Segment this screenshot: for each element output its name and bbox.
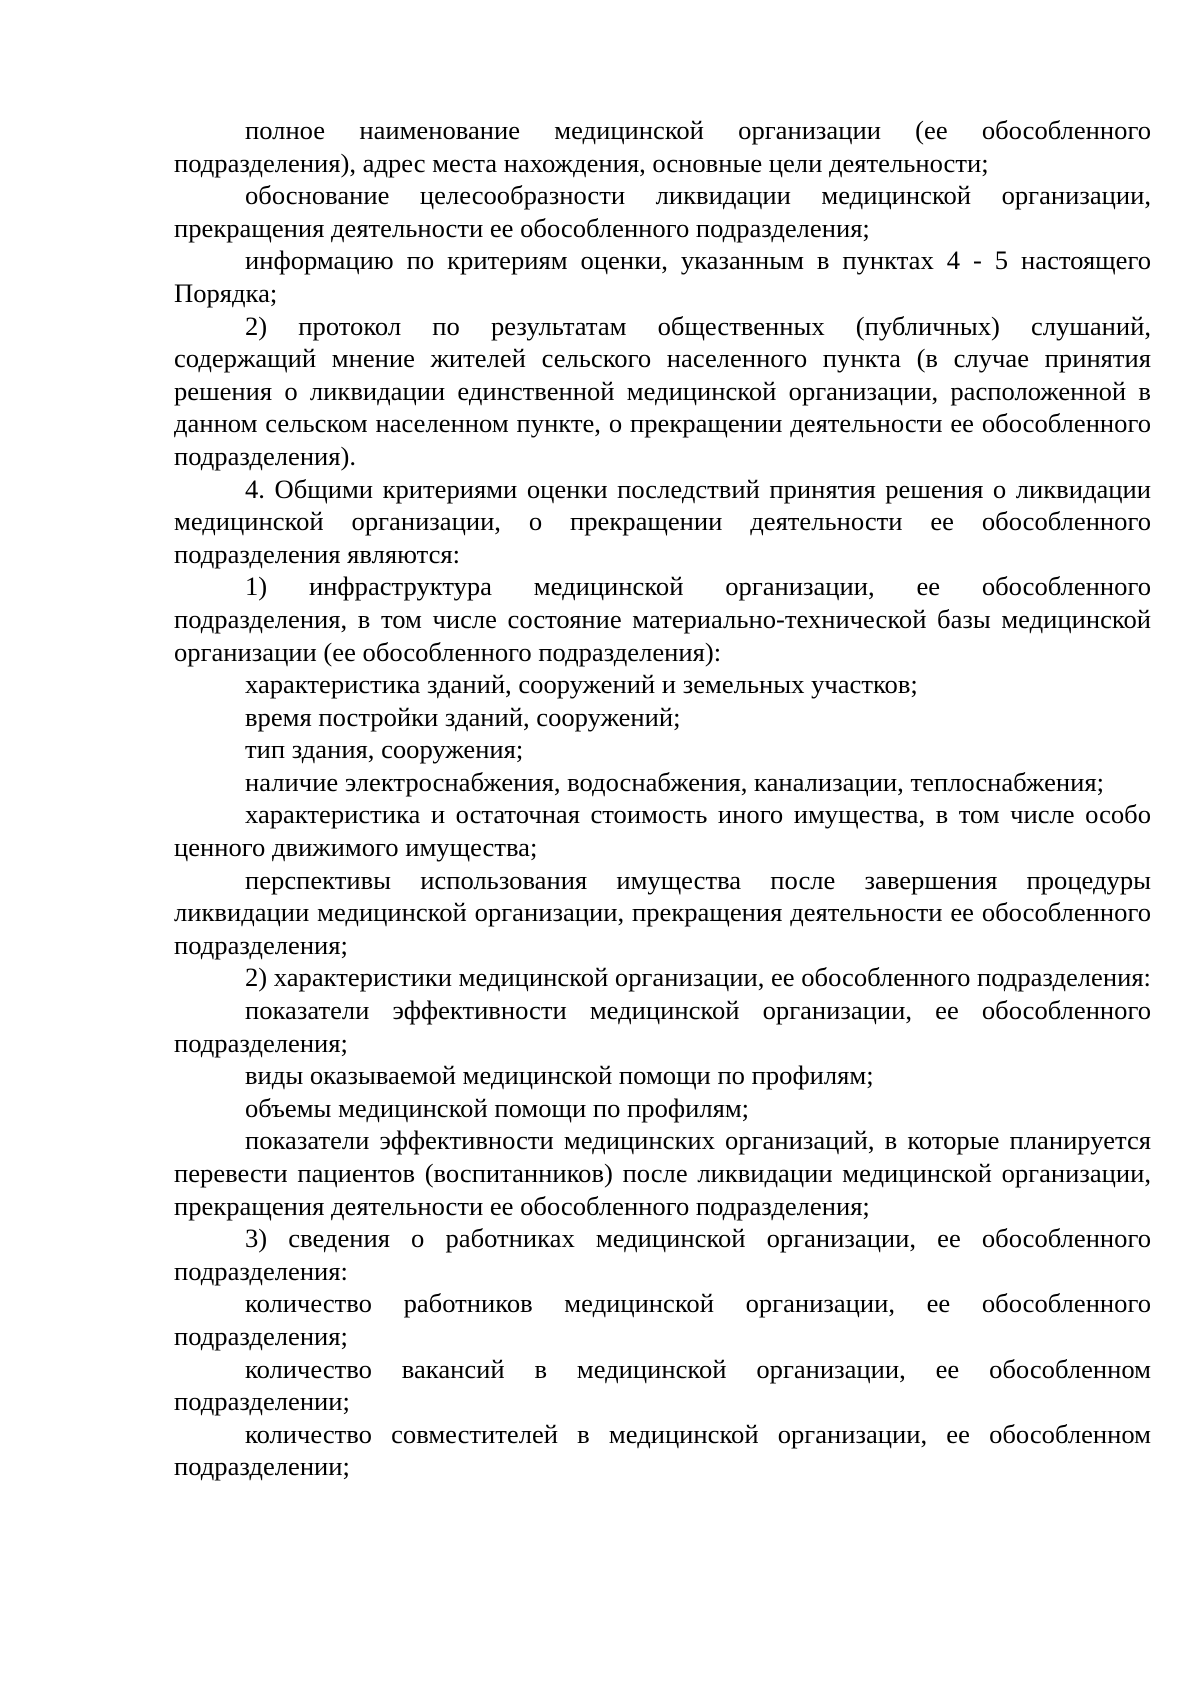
paragraph-care-volumes: объемы медицинской помощи по профилям; xyxy=(245,1092,750,1123)
paragraph-construction-time: время постройки зданий, сооружений; xyxy=(245,701,681,732)
paragraph-vacancies-count: количество вакансий в медицинской организации, ее обособленном подразделении; xyxy=(174,1353,1151,1417)
paragraph-general-criteria: 4. Общими критериями оценки последствий принятия решения о ликвидации медицинской организации, о прекращении деятельности ее обособленного подразделения являются: xyxy=(174,473,1151,569)
paragraph-property-value: характеристика и остаточная стоимость иного имущества, в том числе особо ценного движимого имущества; xyxy=(174,799,1151,863)
paragraph-receiving-orgs-efficiency: показатели эффективности медицинских организаций, в которые планируется перевести пациентов (воспитанников) после ликвидации медицинской организации, прекращения деятельности ее обособленного подразделения; xyxy=(174,1125,1151,1221)
paragraph-liquidation-justification: обоснование целесообразности ликвидации медицинской организации, прекращения деятельности ее обособленного подразделения; xyxy=(174,180,1151,243)
paragraph-efficiency-indicators: показатели эффективности медицинской организации, ее обособленного подразделения; xyxy=(174,995,1151,1058)
document-body xyxy=(174,114,1151,1483)
paragraph-org-name: полное наименование медицинской организации (ее обособленного подразделения), адрес места нахождения, основные цели деятельности; xyxy=(174,115,1151,178)
paragraph-org-characteristics: 2) характеристики медицинской организации, ее обособленного подразделения: xyxy=(245,962,1151,993)
paragraph-buildings-characteristics: характеристика зданий, сооружений и земельных участков; xyxy=(245,669,918,700)
paragraph-property-prospects: перспективы использования имущества после завершения процедуры ликвидации медицинской организации, прекращения деятельности ее обособленного подразделения; xyxy=(174,864,1151,960)
paragraph-hearings-protocol: 2) протокол по результатам общественных (публичных) слушаний, содержащий мнение жителей сельского населенного пункта (в случае принятия решения о ликвидации единственной медицинской организации, расположенной в данном сельском населенном пункте, о прекращении деятельности ее обособленного подразделения). xyxy=(174,310,1151,471)
paragraph-criteria-info: информацию по критериям оценки, указанным в пунктах 4 - 5 настоящего Порядка; xyxy=(174,245,1151,308)
paragraph-care-types: виды оказываемой медицинской помощи по профилям; xyxy=(245,1060,874,1091)
paragraph-infrastructure: 1) инфраструктура медицинской организации, ее обособленного подразделения, в том числе состояние материально-технической базы медицинской организации (ее обособленного подразделения): xyxy=(174,571,1151,667)
paragraph-utilities: наличие электроснабжения, водоснабжения, канализации, теплоснабжения; xyxy=(245,766,1104,797)
paragraph-part-timers-count: количество совместителей в медицинской организации, ее обособленном подразделении; xyxy=(174,1418,1151,1482)
paragraph-building-type: тип здания, сооружения; xyxy=(245,734,524,765)
paragraph-staff-count: количество работников медицинской организации, ее обособленного подразделения; xyxy=(174,1288,1151,1351)
paragraph-staff-info: 3) сведения о работниках медицинской организации, ее обособленного подразделения: xyxy=(174,1223,1151,1286)
